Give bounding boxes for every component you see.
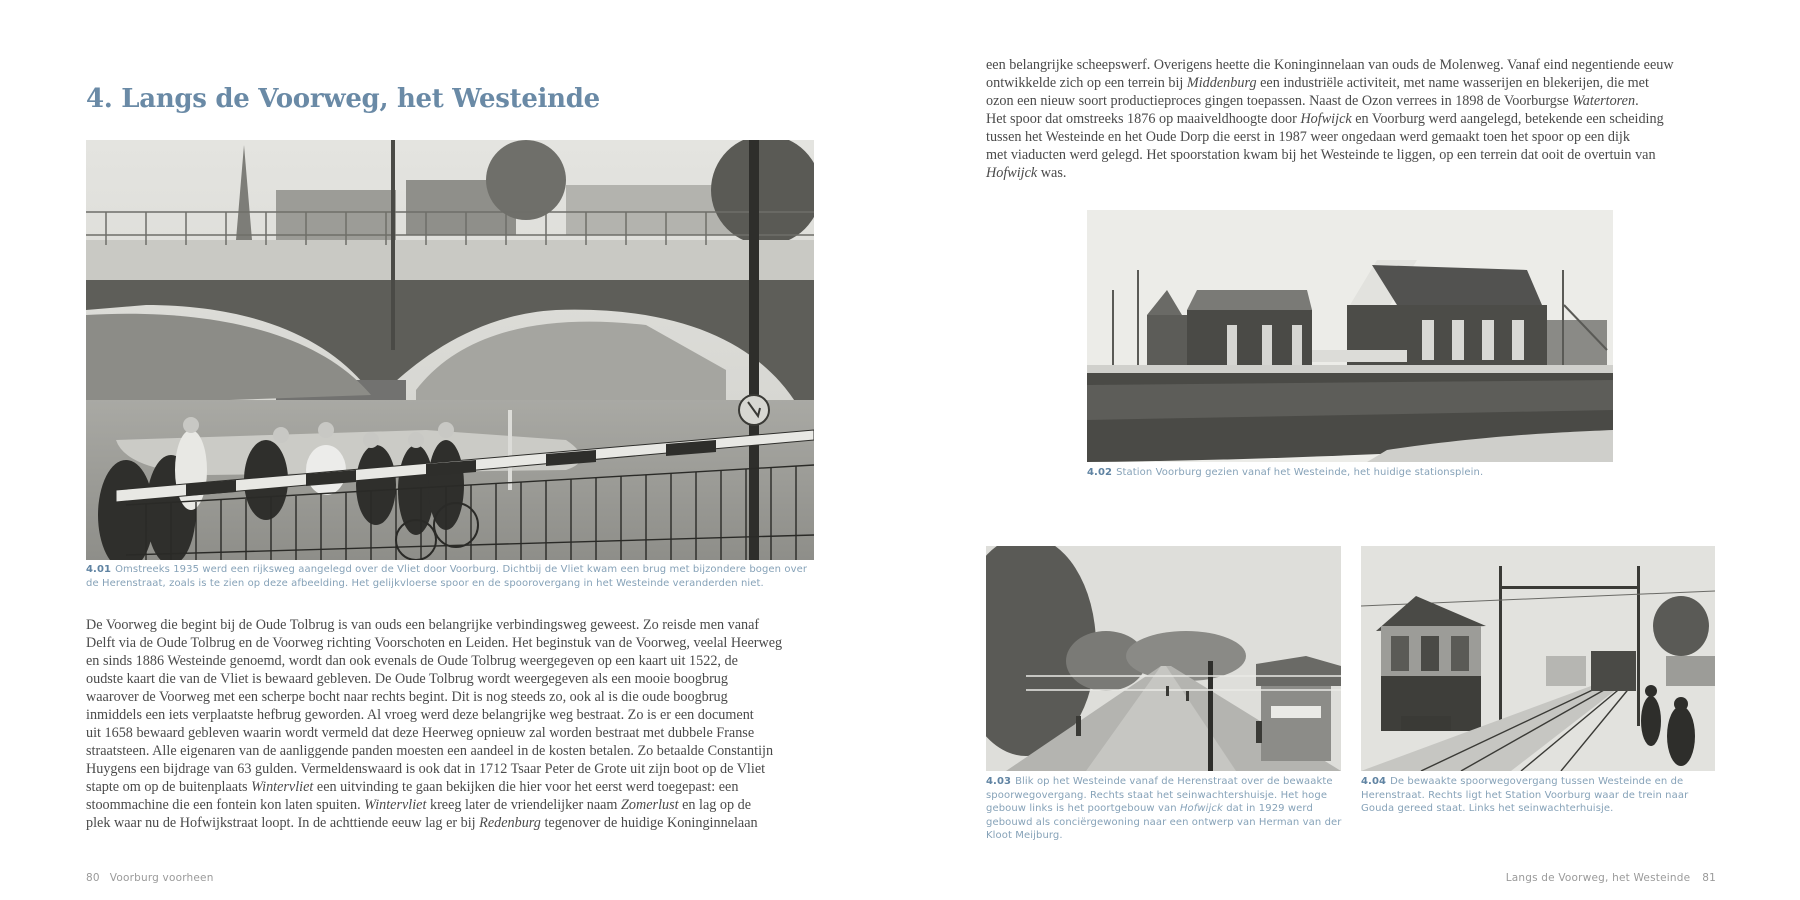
station-photo-illustration: [1087, 210, 1613, 462]
text-segment: stoommachine die een fontein kon laten spuiten.: [86, 797, 365, 813]
text-line: [986, 146, 1726, 164]
photo-4-01-bridge: [86, 140, 814, 560]
italic-text: Hofwijck: [1300, 111, 1352, 127]
page-number: 81: [1702, 872, 1716, 884]
text-line: [86, 742, 826, 760]
westeinde-photo-illustration: [986, 546, 1341, 771]
italic-text: Wintervliet: [364, 797, 427, 813]
caption-4-03: [986, 775, 1351, 843]
text-segment: De Voorweg die begint bij de Oude Tolbrug is van ouds een belangrijke verbindingsweg geweest. Zo reisde men vanaf: [86, 617, 760, 633]
photo-4-02-station: [1087, 210, 1613, 462]
text-segment: en sinds 1886 Westeinde genoemd, wordt dan ook evenals de Oude Tolbrug weergegeven op een kaart uit 1522, de: [86, 653, 738, 669]
bridge-photo-illustration: [86, 140, 814, 560]
text-line: [986, 128, 1726, 146]
chapter-title: 4. Langs de Voorweg, het Westeinde: [86, 84, 600, 114]
text-line: [86, 724, 826, 742]
text-line: [86, 616, 826, 634]
text-segment: een belangrijke scheepswerf. Overigens heette die Koninginnelaan van ouds de Molenweg. Vanaf eind negentiende eeuw: [986, 57, 1674, 73]
photo-4-03-westeinde-view: [986, 546, 1341, 771]
text-segment: kreeg later de vriendelijker naam: [426, 797, 622, 813]
caption-text: dat in 1929 werd gebouwd als conciërgewoning naar een ontwerp van Herman van der Kloot Meijburg.: [986, 803, 1342, 842]
caption-number: 4.02: [1087, 467, 1113, 478]
text-line: [86, 688, 826, 706]
text-line: [986, 164, 1726, 182]
caption-4-02: [1087, 466, 1617, 480]
text-segment: inmiddels een iets verplaatste hefbrug geworden. Al vroeg werd deze belangrijke weg bestraat. Zo is er een document: [86, 707, 754, 723]
text-segment: met viaducten werd gelegd. Het spoorstation kwam bij het Westeinde te liggen, op een terrein dat ooit de overtuin van: [986, 147, 1656, 163]
text-segment: stapte om op de buitenplaats: [86, 779, 252, 795]
text-segment: .: [1635, 93, 1639, 109]
text-line: [86, 796, 826, 814]
caption-number: 4.04: [1361, 776, 1387, 787]
italic-text: Hofwijck: [986, 165, 1038, 181]
text-line: [86, 670, 826, 688]
text-line: [986, 110, 1726, 128]
text-segment: waarover de Voorweg met een scherpe bocht naar rechts begint. Dit is nog steeds zo, ook al is die oude boogbrug: [86, 689, 728, 705]
text-line: [86, 652, 826, 670]
caption-4-04: [1361, 775, 1721, 816]
running-title: Voorburg voorheen: [109, 872, 214, 884]
right-page: [900, 0, 1800, 900]
italic-text: Middenburg: [1186, 75, 1257, 91]
text-line: [86, 706, 826, 724]
footer-right: [1506, 872, 1716, 884]
text-line: [986, 56, 1726, 74]
caption-number: 4.03: [986, 776, 1012, 787]
italic-text: Wintervliet: [251, 779, 314, 795]
italic-text: Watertoren: [1572, 93, 1636, 109]
caption-text: De bewaakte spoorwegovergang tussen Westeinde en de Herenstraat. Rechts ligt het Station Voorburg waar de trein naar Gouda gereed staat. Links het seinwachterhuisje.: [1361, 776, 1689, 815]
crossing-photo-illustration: [1361, 546, 1715, 771]
text-line: [986, 74, 1726, 92]
text-segment: oudste kaart die van de Vliet is bewaard gebleven. De Oude Tolbrug wordt weergegeven als een mooie boogbrug: [86, 671, 728, 687]
caption-text: Blik op het Westeinde vanaf de Herenstraat over de bewaakte spoorwegovergang. Rechts staat het seinwachtershuisje. Het hoge gebouw links is het poortgebouw van: [986, 776, 1333, 815]
text-segment: uit 1658 bewaard gebleven waarin wordt vermeld dat deze Heerweg opnieuw zal worden bestraat met dubbele Franse: [86, 725, 755, 741]
text-line: [86, 778, 826, 796]
text-segment: een industriële activiteit, met name wasserijen en blekerijen, die met: [1256, 75, 1649, 91]
text-segment: Huygens een bijdrage van 63 gulden. Vermeldenswaard is ook dat in 1712 Tsaar Peter de Grote uit zijn boot op de Vliet: [86, 761, 766, 777]
text-segment: een uitvinding te gaan bekijken die hier voor het eerst werd toegepast: een: [313, 779, 739, 795]
italic-text: Hofwijck: [1179, 803, 1223, 815]
photo-4-04-level-crossing: [1361, 546, 1715, 771]
text-line: [986, 92, 1726, 110]
text-segment: tussen het Westeinde en het Oude Dorp die eerst in 1987 weer ongedaan werd gemaakt toen het spoor op een dijk: [986, 129, 1630, 145]
caption-text: Station Voorburg gezien vanaf het Westeinde, het huidige stationsplein.: [1116, 467, 1484, 478]
text-line: [86, 760, 826, 778]
body-text-right: [986, 56, 1726, 182]
text-segment: straatsteen. Alle eigenaren van de aanliggende panden moesten een aandeel in de kosten betalen. Zo betaalde Constantijn: [86, 743, 774, 759]
footer-left: [86, 872, 214, 884]
text-line: [86, 814, 826, 832]
text-segment: plek waar nu de Hofwijkstraat loopt. In de achttiende eeuw lag er bij: [86, 815, 480, 831]
caption-4-01: [86, 563, 816, 590]
caption-text: Omstreeks 1935 werd een rijksweg aangelegd over de Vliet door Voorburg. Dichtbij de Vliet kwam een brug met bijzondere bogen over de Herenstraat, zoals is te zien op deze afbeelding. Het gelijkvloerse spoor en de spoorovergang in het Westeinde veranderden niet.: [86, 564, 808, 589]
italic-text: Redenburg: [479, 815, 541, 831]
italic-text: Zomerlust: [621, 797, 679, 813]
running-title: Langs de Voorweg, het Westeinde: [1505, 872, 1691, 884]
page-number: 80: [86, 872, 100, 884]
text-segment: tegenover de huidige Koninginnelaan: [540, 815, 758, 831]
text-segment: en lag op de: [678, 797, 752, 813]
text-segment: Delft via de Oude Tolbrug en de Voorweg richting Voorschoten en Leiden. Het beginstuk van de Voorweg, veelal Heerweg: [86, 635, 783, 651]
caption-number: 4.01: [86, 564, 112, 575]
text-segment: en Voorburg werd aangelegd, betekende een scheiding: [1351, 111, 1664, 127]
text-segment: was.: [1037, 165, 1067, 181]
text-segment: ontwikkelde zich op een terrein bij: [986, 75, 1187, 91]
text-segment: Het spoor dat omstreeks 1876 op maaiveldhoogte door: [986, 111, 1301, 127]
body-text-left: [86, 616, 826, 832]
text-segment: ozon een nieuw soort productieproces gingen toepassen. Naast de Ozon verrees in 1898 de Voorburgse: [986, 93, 1573, 109]
text-line: [86, 634, 826, 652]
